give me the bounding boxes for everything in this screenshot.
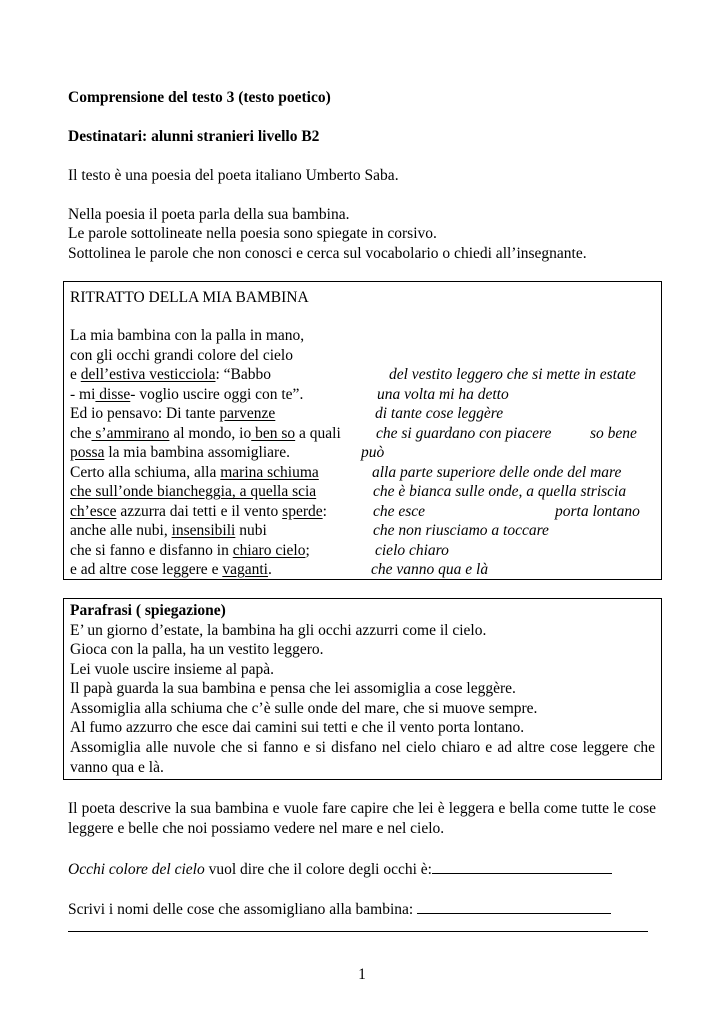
audience-line: Destinatari: alunni stranieri livello B2 [68,128,320,145]
paraphrase-line: Assomiglia alle nuvole che si fanno e si disfano nel cielo chiaro e ad altre cose leggere che vanno qua e là. [70,739,655,776]
poem-line: che si fanno e disfanno in chiaro cielo; [70,542,310,559]
paraphrase-line: Assomiglia alla schiuma che c’è sulle onde del mare, che si muove sempre. [70,700,538,717]
poem-line: anche alle nubi, insensibili nubi [70,522,267,539]
answer-blank[interactable] [432,858,612,874]
paraphrase-line: E’ un giorno d’estate, la bambina ha gli occhi azzurri come il cielo. [70,622,487,639]
answer-blank[interactable] [417,898,611,914]
poem-line: e dell’estiva vesticciola: “Babbo [70,366,272,383]
poem-line: possa la mia bambina assomigliare. [70,444,290,461]
worksheet-title: Comprensione del testo 3 (testo poetico) [68,89,331,106]
paraphrase-line: Il papà guarda la sua bambina e pensa che lei assomiglia a cose leggère. [70,680,516,697]
gloss: che vanno qua e là [371,561,489,578]
paraphrase-box [63,598,662,780]
intro-line: Nella poesia il poeta parla della sua bambina. [68,206,350,223]
gloss: che non riusciamo a toccare [373,522,549,539]
poem-line: e ad altre cose leggere e vaganti. [70,561,272,578]
paraphrase-title: Parafrasi ( spiegazione) [70,602,226,619]
answer-line[interactable] [68,931,648,932]
gloss: può [361,444,385,461]
paraphrase-line: Lei vuole uscire insieme al papà. [70,661,275,678]
poem-line: che sull’onde biancheggia, a quella scia [70,483,317,500]
gloss: che esce [373,503,426,520]
paraphrase-line: Gioca con la palla, ha un vestito leggero. [70,641,324,658]
poem-line: con gli occhi grandi colore del cielo [70,347,293,364]
gloss: porta lontano [555,503,640,520]
conclusion-paragraph: Il poeta descrive la sua bambina e vuole fare capire che lei è leggera e bella come tutte le cose leggere e belle che noi possiamo vedere nel mare e nel cielo. [68,800,656,837]
poem-line: La mia bambina con la palla in mano, [70,327,305,344]
question-1: Occhi colore del cielo vuol dire che il colore degli occhi è: [68,858,612,879]
page-number: 1 [358,966,366,983]
gloss: che si guardano con piacere [376,425,552,442]
poem-line: ch’esce azzurra dai tetti e il vento sperde: [70,503,327,520]
gloss: del vestito leggero che si mette in estate [389,366,636,383]
intro-line: Sottolinea le parole che non conosci e cerca sul vocabolario o chiedi all’insegnante. [68,245,587,262]
poem-line: - mi disse- voglio uscire oggi con te”. [70,386,304,403]
paraphrase-line: Al fumo azzurro che esce dai camini sui tetti e che il vento porta lontano. [70,719,525,736]
poem-line: che s’ammirano al mondo, io ben so a quali [70,425,341,442]
gloss: una volta mi ha detto [377,386,509,403]
gloss: so bene [590,425,637,442]
poem-line: Certo alla schiuma, alla marina schiuma [70,464,319,481]
gloss: alla parte superiore delle onde del mare [372,464,622,481]
gloss: che è bianca sulle onde, a quella striscia [373,483,627,500]
gloss: cielo chiaro [375,542,449,559]
intro-line: Il testo è una poesia del poeta italiano Umberto Saba. [68,167,399,184]
poem-title: RITRATTO DELLA MIA BAMBINA [70,289,309,306]
poem-line: Ed io pensavo: Di tante parvenze [70,405,276,422]
question-2: Scrivi i nomi delle cose che assomigliano alla bambina: [68,898,611,919]
intro-line: Le parole sottolineate nella poesia sono spiegate in corsivo. [68,225,437,242]
poem-box [63,281,662,580]
gloss: di tante cose leggère [375,405,504,422]
